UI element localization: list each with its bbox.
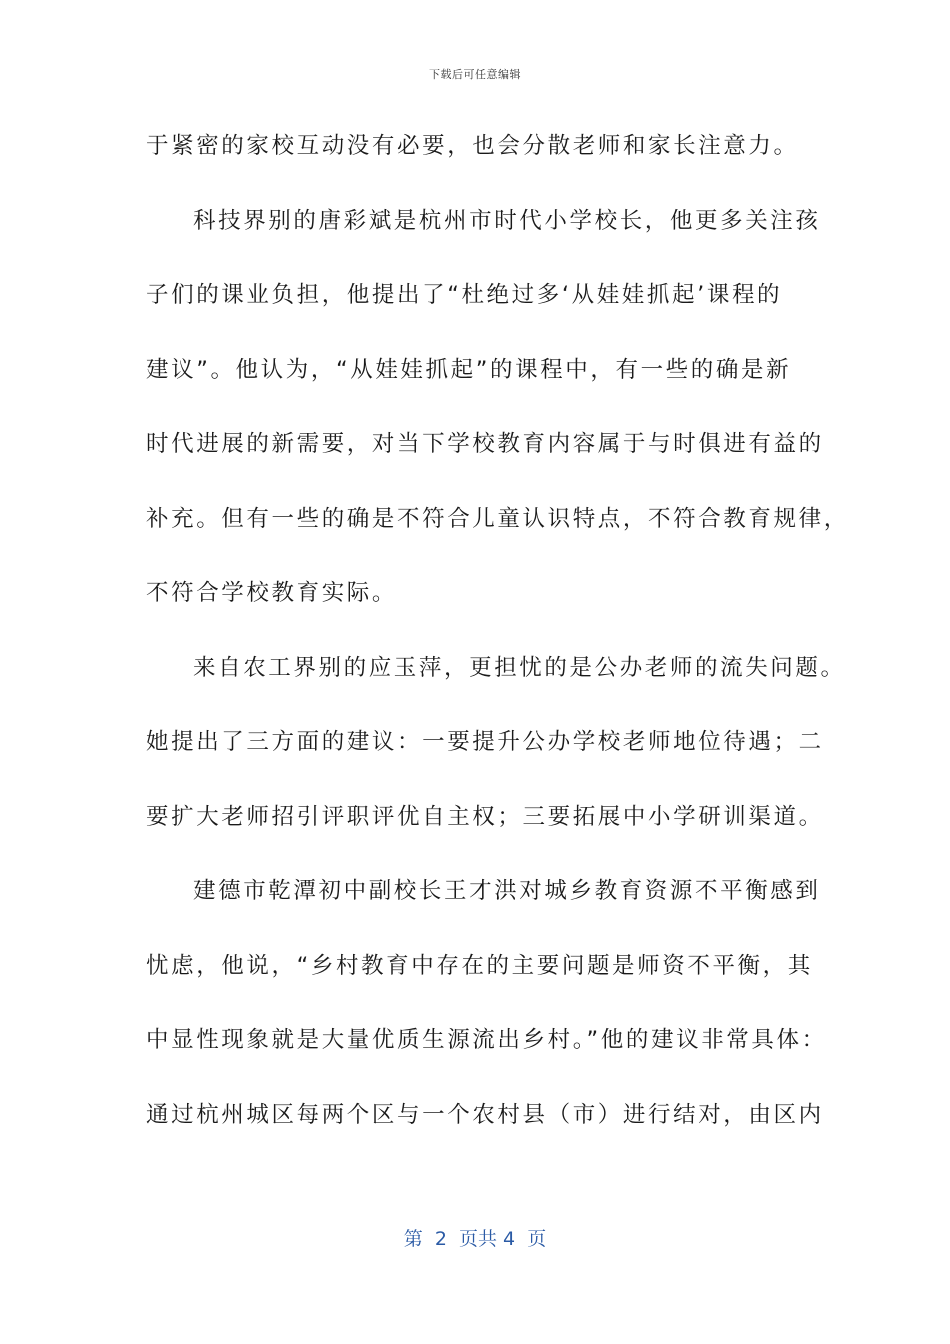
- body-line: 中显性现象就是大量优质生源流出乡村。”他的建议非常具体：: [146, 1027, 827, 1053]
- body-line: 子们的课业负担，他提出了“杜绝过多‘从娃娃抓起’课程的: [146, 282, 783, 308]
- body-line: 要扩大老师招引评职评优自主权；三要拓展中小学研训渠道。: [146, 803, 824, 830]
- page-number-footer: 第 2 页共 4 页: [403, 1228, 547, 1250]
- body-line: 时代进展的新需要，对当下学校教育内容属于与时俱进有益的: [146, 431, 824, 457]
- body-line: 建议”。他认为，“从娃娃抓起”的课程中，有一些的确是新: [146, 356, 792, 383]
- body-line: 补充。但有一些的确是不符合儿童认识特点，不符合教育规律，: [146, 505, 849, 532]
- body-line: 不符合学校教育实际。: [146, 580, 398, 606]
- body-line: 科技界别的唐彩斌是杭州市时代小学校长，他更多关注孩: [193, 207, 821, 234]
- body-line: 于紧密的家校互动没有必要，也会分散老师和家长注意力。: [146, 133, 799, 159]
- body-line: 建德市乾潭初中副校长王才洪对城乡教育资源不平衡感到: [193, 878, 821, 904]
- document-body: [146, 118, 849, 1161]
- body-line: 她提出了三方面的建议：一要提升公办学校老师地位待遇；二: [146, 729, 824, 755]
- body-line: 来自农工界别的应玉萍，更担忧的是公办老师的流失问题。: [193, 654, 846, 681]
- header-note: 下载后可任意编辑: [429, 68, 521, 81]
- body-line: 通过杭州城区每两个区与一个农村县（市）进行结对，由区内: [146, 1101, 824, 1128]
- body-line: 忧虑，他说，“乡村教育中存在的主要问题是师资不平衡，其: [146, 952, 813, 979]
